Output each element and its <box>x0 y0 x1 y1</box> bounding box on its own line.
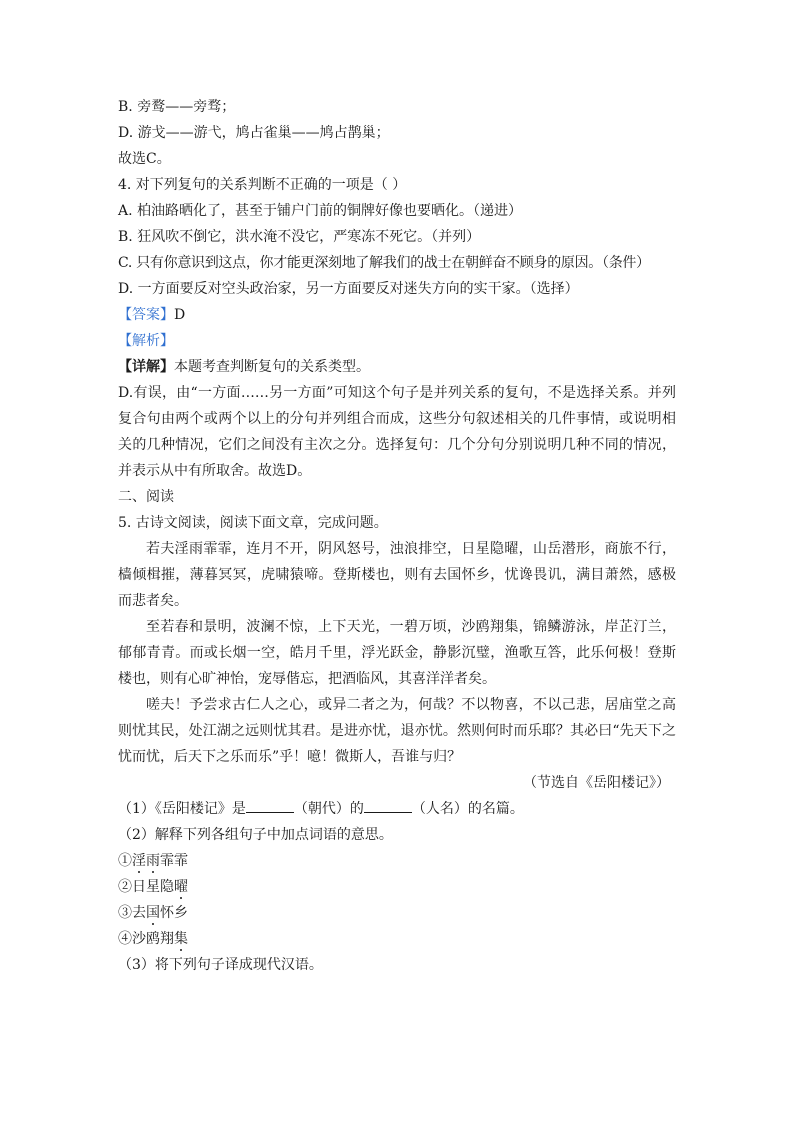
item-num: ① <box>118 853 132 869</box>
dotted-char: 集 <box>174 931 188 947</box>
q4-option-b: B. 狂风吹不倒它，洪水淹不没它，严寒冻不死它。（并列） <box>118 229 481 245</box>
q4-option-d: D. 一方面要反对空头政治家，另一方面要反对迷失方向的实干家。（选择） <box>118 281 579 297</box>
q4-answer <box>118 302 676 328</box>
char: 翔 <box>160 931 174 947</box>
document-page <box>118 94 676 978</box>
passage-paragraph-2: 至若春和景明，波澜不惊，上下天光，一碧万顷，沙鸥翔集，锦鳞游泳，岸芷汀兰，郁郁青青。而或长烟一空，皓月千里，浮光跃金，静影沉璧，渔歌互答，此乐何极！登斯楼也，则有心旷神怡，宠辱偕忘，把酒临风，其喜洋洋者矣。 <box>118 619 676 687</box>
item-num: ④ <box>118 931 132 947</box>
vocab-item-4 <box>118 926 676 952</box>
char: 隐 <box>160 879 174 895</box>
answer-label: 【答案】 <box>118 307 174 323</box>
prev-answer-b: B. 旁鹜——旁骛； <box>118 99 236 115</box>
q4-option-a: A. 柏油路晒化了，甚至于铺户门前的铜牌好像也要晒化。（递进） <box>118 203 523 219</box>
vocab-item-3 <box>118 900 676 926</box>
q4-detail <box>118 354 676 380</box>
vocab-item-1 <box>118 848 676 874</box>
q4-analysis <box>118 328 676 354</box>
detail-label: 【详解】 <box>118 359 174 375</box>
dotted-char: 曜 <box>174 879 188 895</box>
sub1-text-3: （人名）的名篇。 <box>411 801 524 817</box>
q4-option-c: C. 只有你意识到这点，你才能更深刻地了解我们的战士在朝鲜奋不顾身的原因。（条件） <box>118 255 650 271</box>
q5-stem: 5. 古诗文阅读，阅读下面文章，完成问题。 <box>118 515 388 531</box>
q5-sub2: （2）解释下列各组句子中加点词语的意思。 <box>118 827 393 843</box>
passage-paragraph-1: 若夫淫雨霏霏，连月不开，阴风怒号，浊浪排空，日星隐曜，山岳潜形，商旅不行，樯倾楫摧，薄暮冥冥，虎啸猿啼。登斯楼也，则有去国怀乡，忧谗畏讥，满目萧然，感极而悲者矣。 <box>118 541 676 609</box>
dotted-char: 国 <box>146 905 160 921</box>
char: 沙 <box>132 931 146 947</box>
detail-text: 本题考查判断复句的关系类型。 <box>174 359 370 375</box>
dotted-char: 雨 <box>146 853 160 869</box>
q5-sub1 <box>118 796 676 822</box>
vocab-item-2 <box>118 874 676 900</box>
char: 鸥 <box>146 931 160 947</box>
char: 去 <box>132 905 146 921</box>
section-heading: 二、阅读 <box>118 489 174 505</box>
char: 日 <box>132 879 146 895</box>
blank-author[interactable] <box>364 798 412 813</box>
char: 霏 <box>174 853 188 869</box>
q4-explanation: D.有误，由“一方面……另一方面”可知这个句子是并列关系的复句，不是选择关系。并列复合句由两个或两个以上的分句并列组合而成，这些分句叙述相关的几件事情，或说明相关的几种情况，它们之间没有主次之分。选择复句：几个分句分别说明几种不同的情况，并表示从中有所取舍。故选D。 <box>118 385 676 479</box>
prev-answer-conclusion: 故选C。 <box>118 151 171 167</box>
passage-paragraph-3: 嗟夫！予尝求古仁人之心，或异二者之为，何哉？不以物喜，不以己悲，居庙堂之高则忧其民，处江湖之远则忧其君。是进亦忧，退亦忧。然则何时而乐耶？其必曰“先天下之忧而忧，后天下之乐而乐”乎！噫！微斯人，吾谁与归？ <box>118 697 676 765</box>
answer-value: D <box>174 307 186 323</box>
analysis-label: 【解析】 <box>118 333 174 349</box>
char: 星 <box>146 879 160 895</box>
char: 霏 <box>160 853 174 869</box>
blank-dynasty[interactable] <box>246 798 294 813</box>
passage-source: （节选自《岳阳楼记》） <box>523 775 670 791</box>
char: 乡 <box>174 905 188 921</box>
sub1-text-1: （1）《岳阳楼记》是 <box>118 801 246 817</box>
q5-sub3: （3）将下列句子译成现代汉语。 <box>118 957 323 973</box>
prev-answer-d: D. 游戈——游弋，鸠占雀巢——鸠占鹊巢； <box>118 125 390 141</box>
item-num: ③ <box>118 905 132 921</box>
char: 怀 <box>160 905 174 921</box>
sub1-text-2: （朝代）的 <box>293 801 364 817</box>
dotted-char: 淫 <box>132 853 146 869</box>
item-num: ② <box>118 879 132 895</box>
q4-stem: 4. 对下列复句的关系判断不正确的一项是（ ） <box>118 177 407 193</box>
